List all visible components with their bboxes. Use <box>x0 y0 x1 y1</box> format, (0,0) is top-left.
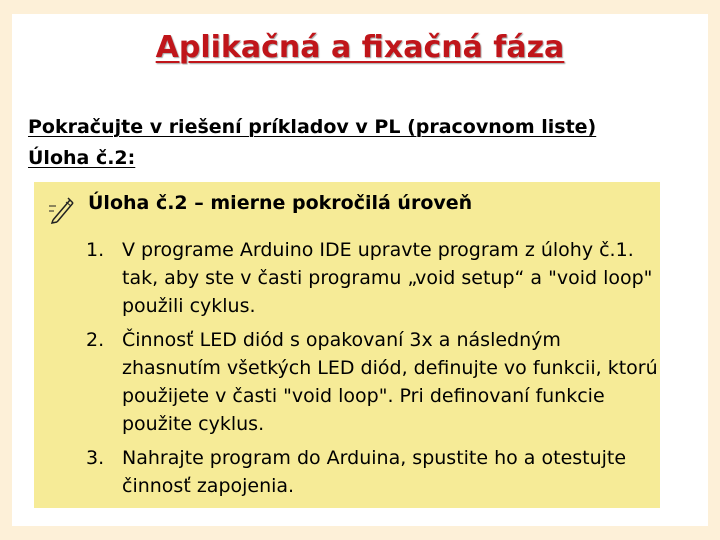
task-list <box>86 236 658 506</box>
task-heading: Úloha č.2 – mierne pokročilá úroveň <box>88 192 473 214</box>
list-item-text: Činnosť LED diód s opakovaní 3x a následným zhasnutím všetkých LED diód, definujte vo funkcii, ktorú použijete v časti "void loop". Pri definovaní funkcie použite cyklus. <box>122 329 658 435</box>
slide-title: Aplikačná a fixačná fáza <box>155 30 565 65</box>
list-item <box>86 444 658 500</box>
list-item-number: 2. <box>86 329 105 351</box>
intro <box>28 112 688 174</box>
list-item-number: 3. <box>86 447 105 469</box>
list-item <box>86 236 658 320</box>
list-item-number: 1. <box>86 239 105 261</box>
list-item-text: V programe Arduino IDE upravte program z úlohy č.1. tak, aby ste v časti programu „void setup“ a "void loop" použili cyklus. <box>122 239 653 317</box>
intro-task-label: Úloha č.2: <box>28 147 136 169</box>
intro-line: Pokračujte v riešení príkladov v PL (pracovnom liste) <box>28 116 597 138</box>
pencil-icon <box>48 194 74 224</box>
list-item <box>86 326 658 438</box>
list-item-text: Nahrajte program do Arduina, spustite ho a otestujte činnosť zapojenia. <box>122 447 627 497</box>
